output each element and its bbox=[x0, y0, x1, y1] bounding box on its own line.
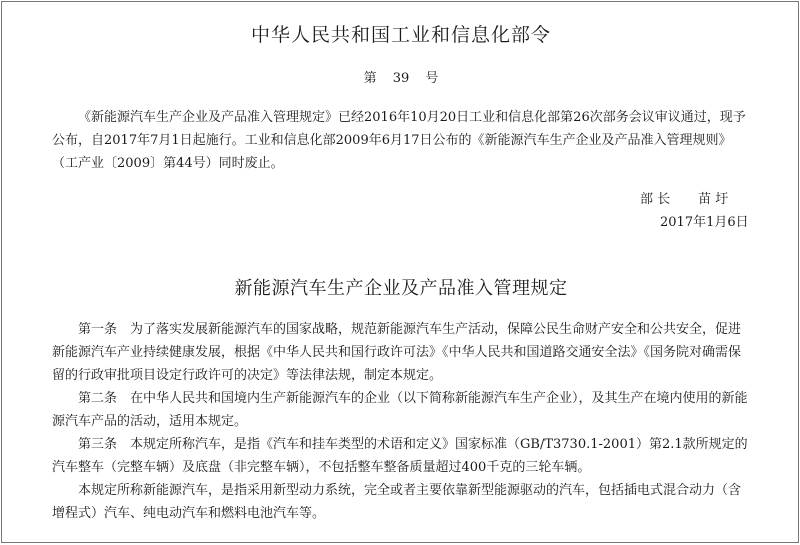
article-2 bbox=[52, 387, 750, 433]
article-1 bbox=[52, 318, 750, 387]
article-3-continuation: 本规定所称新能源汽车，是指采用新型动力系统，完全或者主要依靠新型能源驱动的汽车，包括插电式混合动力（含增程式）汽车、纯电动汽车和燃料电池汽车等。 bbox=[52, 483, 742, 521]
article-3 bbox=[52, 433, 750, 479]
article-text: 在中华人民共和国境内生产新能源汽车的企业（以下简称新能源汽车生产企业），及其生产在境内使用的新能源汽车产品的活动，适用本规定。 bbox=[52, 391, 748, 429]
order-number: 第 39 号 bbox=[363, 71, 439, 86]
order-preamble: 《新能源汽车生产企业及产品准入管理规定》已经2016年10月20日工业和信息化部第26次部务会议审议通过，现予公布，自2017年7月1日起施行。工业和信息化部2009年6月17日公布的《新能源汽车生产企业及产品准入管理规则》（工产业〔2009〕第44号）同时废止。 bbox=[52, 110, 746, 171]
article-number: 第三条 bbox=[78, 437, 118, 452]
signature-block bbox=[52, 188, 750, 234]
signatory-role: 部 长 bbox=[640, 192, 671, 207]
document-page bbox=[1, 1, 799, 543]
article-number: 第一条 bbox=[78, 322, 118, 337]
regulation-title: 新能源汽车生产企业及产品准入管理规定 bbox=[234, 278, 568, 299]
signature-date: 2017年1月6日 bbox=[660, 215, 749, 230]
order-title: 中华人民共和国工业和信息化部令 bbox=[250, 24, 551, 46]
signatory-name: 苗 圩 bbox=[698, 192, 729, 207]
article-number: 第二条 bbox=[78, 391, 118, 406]
article-text: 为了落实发展新能源汽车的国家战略，规范新能源汽车生产活动，保障公民生命财产安全和公共安全，促进新能源汽车产业持续健康发展，根据《中华人民共和国行政许可法》《中华人民共和国道路交通安全法》《国务院对确需保留的行政审批项目设定行政许可的决定》等法律法规，制定本规定。 bbox=[52, 322, 742, 383]
articles bbox=[52, 318, 750, 525]
article-text: 本规定所称汽车，是指《汽车和挂车类型的术语和定义》国家标准（GB/T3730.1-2001）第2.1款所规定的汽车整车（完整车辆）及底盘（非完整车辆），不包括整车整备质量超过400千克的三轮车辆。 bbox=[52, 437, 748, 475]
